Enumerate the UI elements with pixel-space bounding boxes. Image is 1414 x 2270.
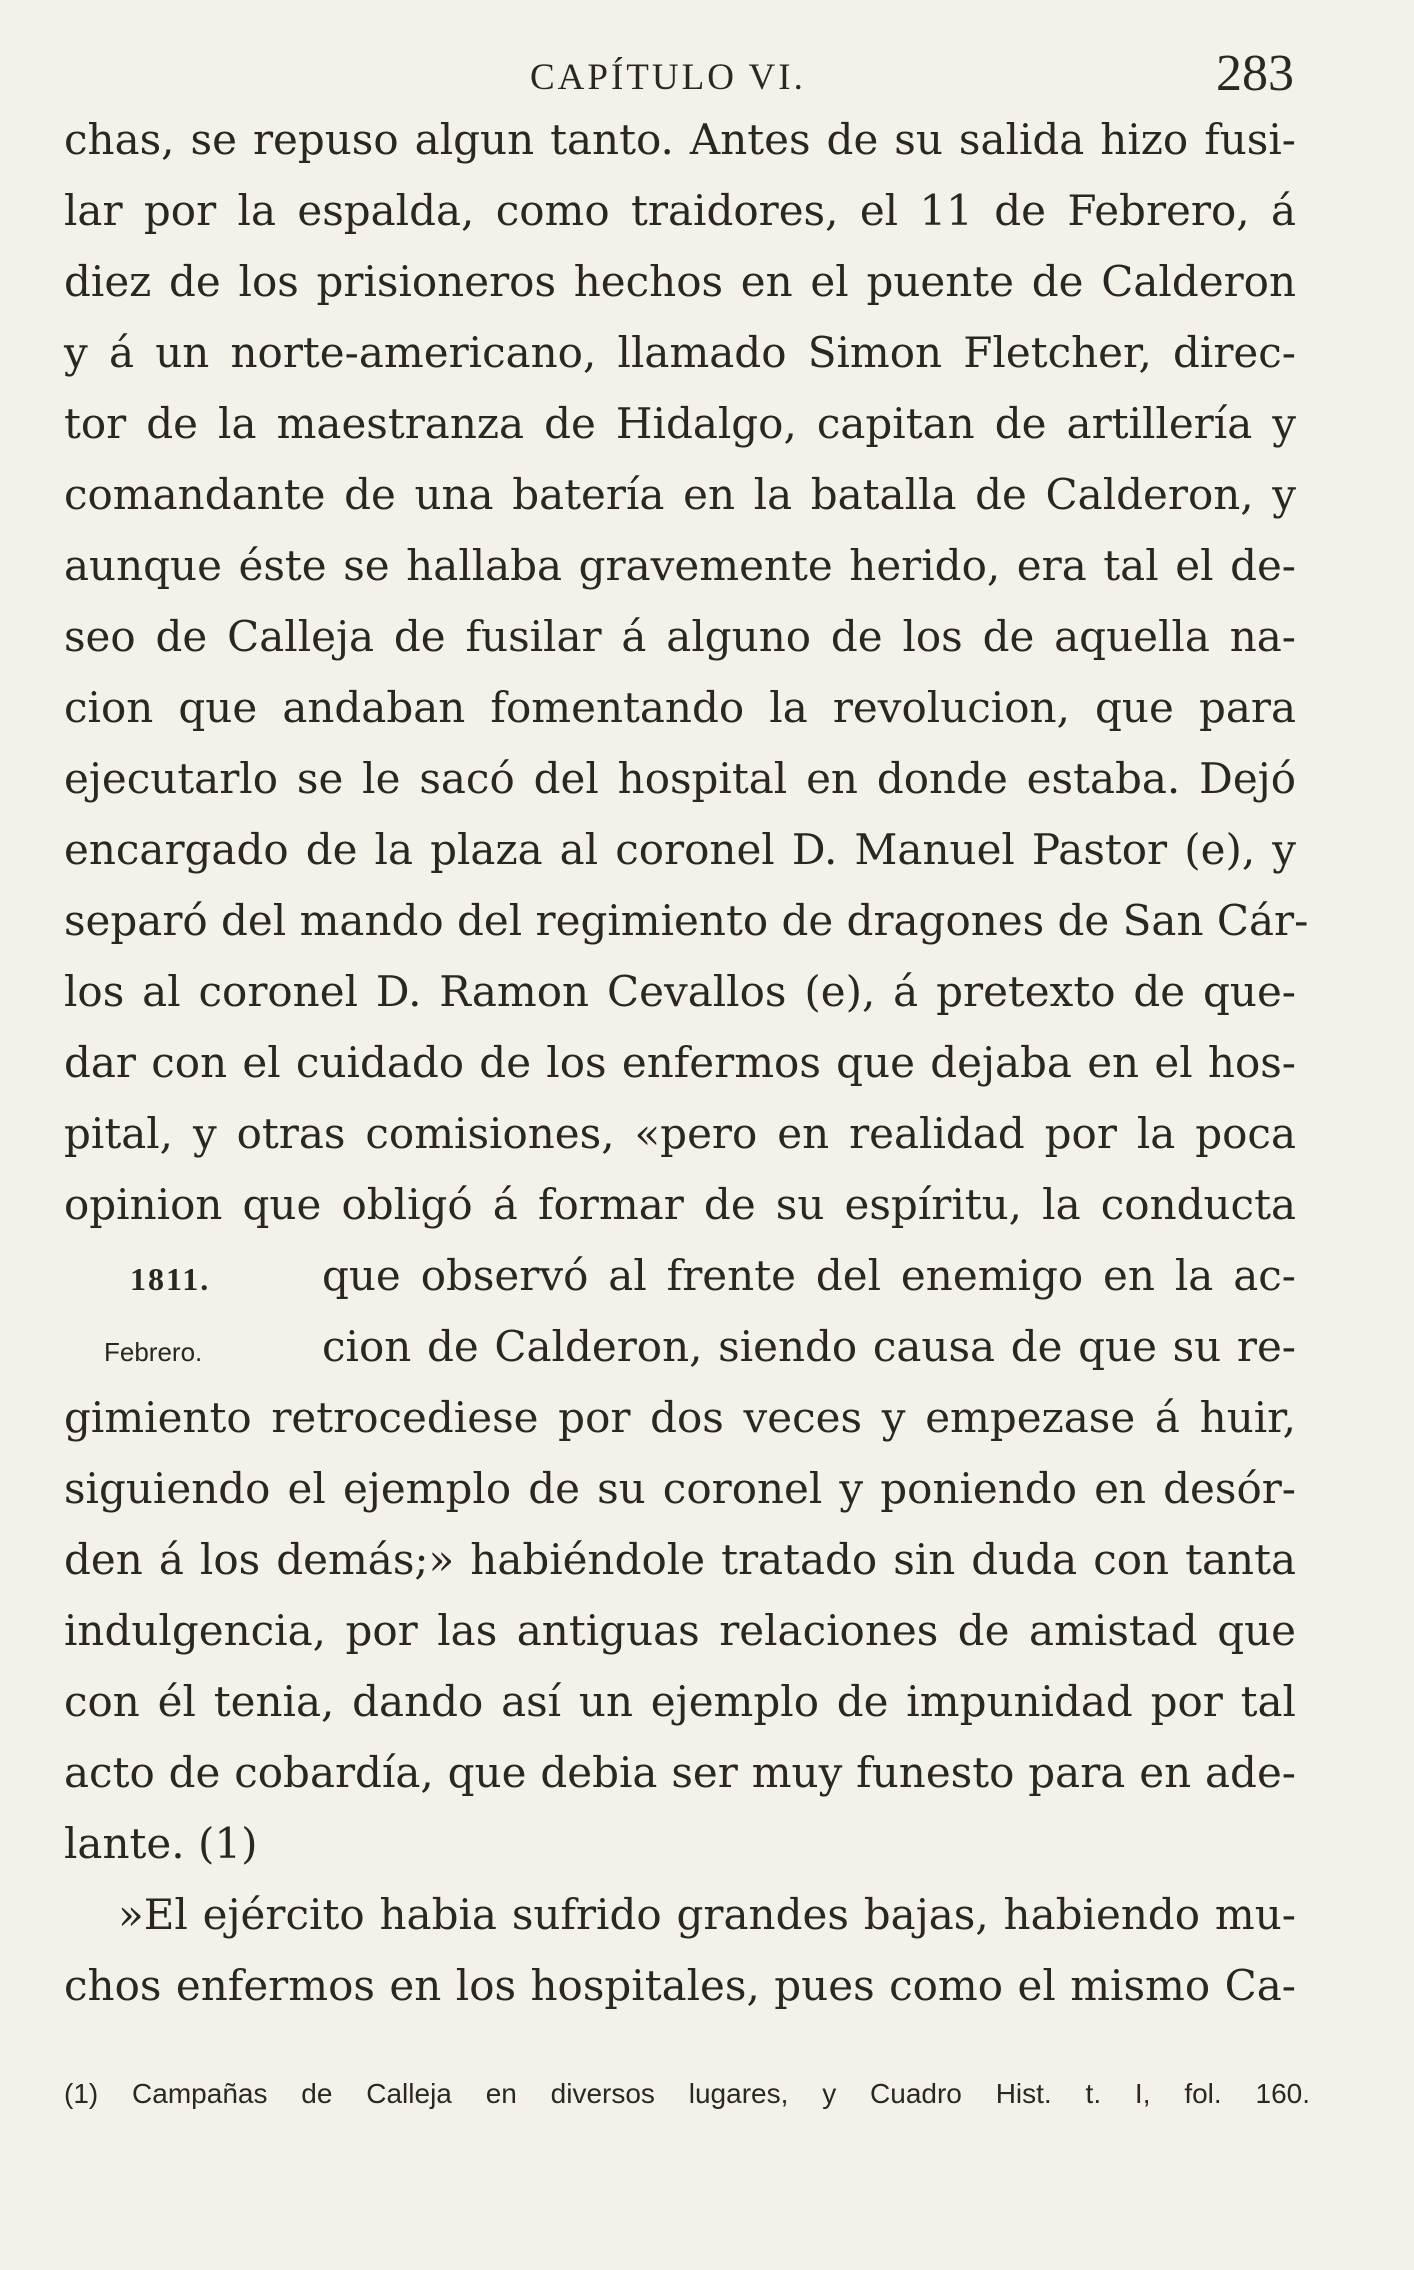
text-line: los al coronel D. Ramon Cevallos (e), á pretexto de que- — [64, 967, 1296, 1016]
text-line: gimiento retrocediese por dos veces y empezase á huir, — [64, 1393, 1296, 1442]
text-line: chos enfermos en los hospitales, pues como el mismo Ca- — [64, 1961, 1296, 2010]
text-line: pital, y otras comisiones, «pero en realidad por la poca — [64, 1109, 1296, 1158]
margin-note-row — [64, 1240, 1296, 1311]
running-head: CAPÍTULO VI. — [530, 57, 806, 98]
text-line: separó del mando del regimiento de dragones de San Cár- — [64, 896, 1309, 945]
text-line: que observó al frente del enemigo en la ac- — [322, 1251, 1296, 1300]
page-header — [0, 44, 1414, 104]
text-line: acto de cobardía, que debia ser muy funesto para en ade- — [64, 1748, 1296, 1797]
text-line: dar con el cuidado de los enfermos que dejaba en el hos- — [64, 1038, 1296, 1087]
text-line: chas, se repuso algun tanto. Antes de su salida hizo fusi- — [64, 115, 1296, 164]
text-line: ejecutarlo se le sacó del hospital en donde estaba. Dejó — [64, 754, 1296, 803]
margin-note-row — [64, 1311, 1296, 1382]
text-line: opinion que obligó á formar de su espíritu, la conducta — [64, 1180, 1296, 1229]
footnote: (1) Campañas de Calleja en diversos lugares, y Cuadro Hist. t. I, fol. 160. — [64, 2078, 1310, 2109]
text-line: con él tenia, dando así un ejemplo de impunidad por tal — [64, 1677, 1296, 1726]
text-line: cion de Calderon, siendo causa de que su re- — [322, 1322, 1296, 1371]
text-line: diez de los prisioneros hechos en el puente de Calderon — [64, 257, 1296, 306]
text-line: cion que andaban fomentando la revolucion, que para — [64, 683, 1296, 732]
text-line: comandante de una batería en la batalla de Calderon, y — [64, 470, 1296, 519]
text-line: »El ejército habia sufrido grandes bajas, habiendo mu- — [118, 1890, 1296, 1939]
text-line: encargado de la plaza al coronel D. Manuel Pastor (e), y — [64, 825, 1296, 874]
text-line: aunque éste se hallaba gravemente herido, era tal el de- — [64, 541, 1296, 590]
text-line: seo de Calleja de fusilar á alguno de los de aquella na- — [64, 612, 1296, 661]
text-line: tor de la maestranza de Hidalgo, capitan de artillería y — [64, 399, 1296, 448]
body-text — [64, 104, 1309, 2021]
margin-note-month: Febrero. — [104, 1337, 203, 1367]
text-line: indulgencia, por las antiguas relaciones de amistad que — [64, 1606, 1296, 1655]
margin-note-year: 1811. — [130, 1261, 211, 1297]
text-line: y á un norte-americano, llamado Simon Fletcher, direc- — [64, 328, 1296, 377]
text-line: siguiendo el ejemplo de su coronel y poniendo en desór- — [64, 1464, 1296, 1513]
text-line: den á los demás;» habiéndole tratado sin duda con tanta — [64, 1535, 1296, 1584]
text-line: lante. (1) — [64, 1819, 258, 1868]
page-number: 283 — [1216, 45, 1294, 102]
text-line: lar por la espalda, como traidores, el 11 de Febrero, á — [64, 186, 1296, 235]
